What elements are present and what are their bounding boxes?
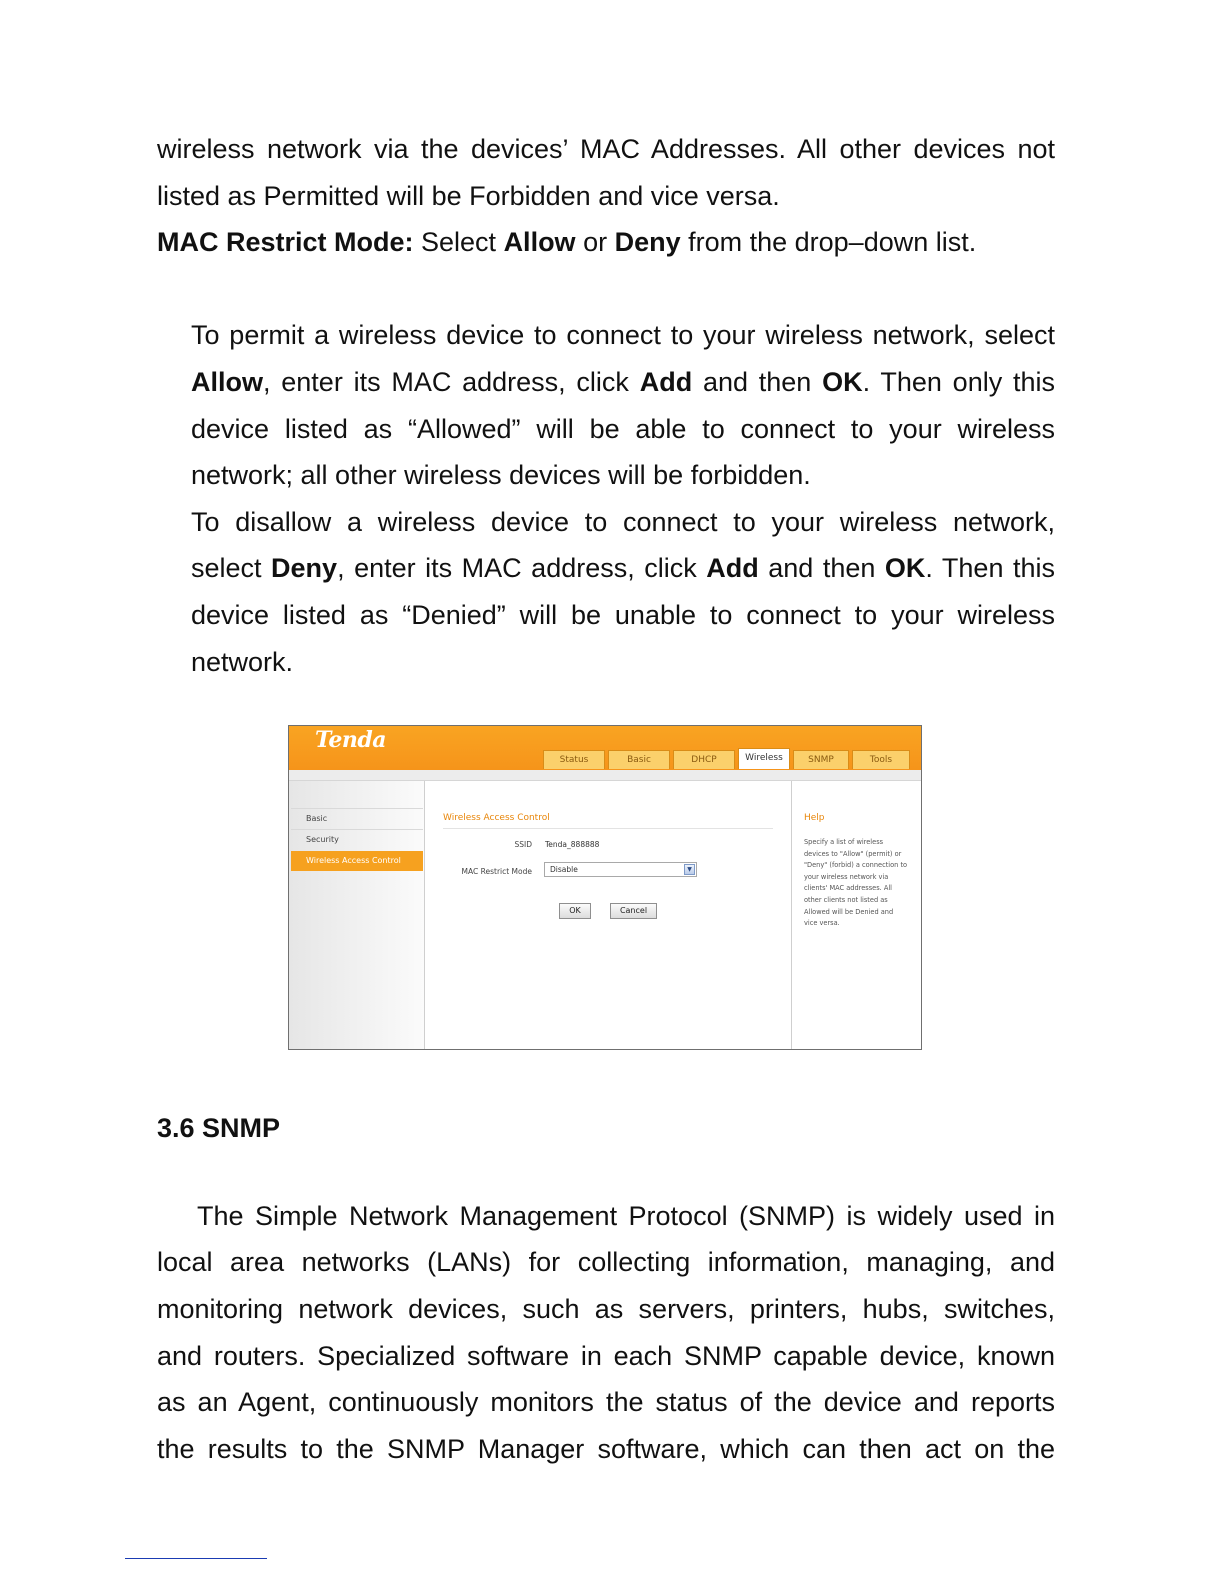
term-allow: Allow — [503, 227, 576, 257]
term-allow: Allow — [191, 367, 263, 397]
quoted-allowed: “Allowed” — [407, 414, 521, 444]
text: and then — [758, 553, 885, 583]
permit-line-2 — [191, 366, 1055, 398]
router-main-panel — [426, 781, 792, 1050]
ssid-value: Tenda_888888 — [545, 840, 600, 849]
router-sidebar — [289, 781, 425, 1050]
help-panel — [792, 781, 922, 1050]
permit-line-4: network; all other wireless devices will be forbidden. — [191, 460, 811, 490]
help-line: other clients not listed as — [804, 895, 888, 904]
tab-basic[interactable]: Basic — [608, 750, 670, 769]
text: . Then only this — [862, 367, 1055, 397]
tab-tools[interactable]: Tools — [852, 750, 910, 769]
snmp-paragraph-line: The Simple Network Management Protocol (SNMP) is widely used in — [197, 1201, 1055, 1231]
snmp-paragraph-line: the results to the SNMP Manager software, which can then act on the — [157, 1434, 1055, 1464]
term-deny: Deny — [614, 227, 681, 257]
select-value: Disable — [550, 865, 578, 874]
router-screenshot — [288, 725, 922, 1050]
text: , enter its MAC address, click — [263, 367, 640, 397]
sidebar-item-wireless-access-control[interactable]: Wireless Access Control — [291, 851, 423, 871]
text: . Then this — [925, 553, 1055, 583]
text: , enter its MAC address, click — [337, 553, 707, 583]
term-ok: OK — [822, 367, 863, 397]
text: from the drop–down list. — [680, 227, 977, 257]
help-text — [804, 837, 914, 930]
text: will be unable to connect to your wireless — [519, 600, 1055, 630]
term-ok: OK — [884, 553, 926, 583]
mac-restrict-mode-label: MAC Restrict Mode — [461, 867, 532, 876]
permit-line-3 — [191, 413, 1055, 445]
help-line: "Deny" (forbid) a connection to — [804, 861, 908, 870]
text: Select — [413, 227, 504, 257]
paragraph-line: wireless network via the devices’ MAC Addresses. All other devices not — [157, 134, 1055, 164]
tab-snmp[interactable]: SNMP — [793, 750, 849, 769]
text: will be able to connect to your wireless — [536, 414, 1055, 444]
tab-status[interactable]: Status — [543, 750, 605, 769]
text: device listed as — [191, 600, 389, 630]
tab-dhcp[interactable]: DHCP — [673, 750, 735, 769]
disallow-line-4: network. — [191, 647, 294, 677]
tab-wireless[interactable]: Wireless — [738, 748, 790, 769]
help-line: Allowed will be Denied and — [804, 907, 894, 916]
footnote-rule — [125, 1558, 267, 1559]
panel-title: Wireless Access Control — [443, 813, 550, 823]
snmp-paragraph-line: as an Agent, continuously monitors the status of the device and reports — [157, 1387, 1055, 1417]
header-band — [289, 770, 921, 781]
section-title: 3.6 SNMP — [157, 1113, 281, 1143]
term-mac-restrict-mode: MAC Restrict Mode: — [157, 227, 414, 257]
quoted-denied: “Denied” — [402, 600, 506, 630]
help-line: vice versa. — [804, 919, 840, 928]
help-line: Specify a list of wireless — [804, 838, 884, 846]
term-add: Add — [706, 553, 759, 583]
paragraph-line: listed as Permitted will be Forbidden and vice versa. — [157, 181, 780, 211]
disallow-line-3 — [191, 599, 1055, 631]
text: or — [575, 227, 615, 257]
disallow-line-1: To disallow a wireless device to connect to your wireless network, — [191, 507, 1055, 537]
help-line: your wireless network via — [804, 872, 889, 881]
sidebar-item-security[interactable]: Security — [291, 829, 423, 849]
snmp-paragraph-line: local area networks (LANs) for collecting information, managing, and — [157, 1247, 1055, 1277]
term-add: Add — [639, 367, 693, 397]
help-title: Help — [804, 813, 825, 823]
snmp-paragraph-line: and routers. Specialized software in each SNMP capable device, known — [157, 1341, 1055, 1371]
ok-button[interactable]: OK — [559, 903, 591, 919]
router-header — [289, 726, 921, 770]
router-tab-bar — [543, 750, 913, 769]
cancel-button[interactable]: Cancel — [610, 903, 657, 919]
help-line: clients' MAC addresses. All — [804, 884, 893, 893]
sidebar-item-basic[interactable]: Basic — [291, 808, 423, 828]
text: and then — [692, 367, 823, 397]
text: device listed as — [191, 414, 393, 444]
snmp-paragraph-line: monitoring network devices, such as servers, printers, hubs, switches, — [157, 1294, 1055, 1324]
permit-line-1: To permit a wireless device to connect to your wireless network, select — [191, 320, 1055, 350]
divider — [443, 828, 773, 829]
disallow-line-2 — [191, 552, 1055, 584]
chevron-down-icon[interactable]: ▼ — [684, 864, 695, 875]
mac-restrict-mode-select[interactable] — [544, 862, 697, 877]
help-line: devices to "Allow" (permit) or — [804, 849, 902, 858]
text: select — [191, 553, 272, 583]
mac-restrict-mode-line — [157, 226, 1055, 258]
ssid-label: SSID — [514, 840, 532, 849]
term-deny: Deny — [271, 553, 338, 583]
tenda-logo: Tenda — [315, 727, 386, 753]
